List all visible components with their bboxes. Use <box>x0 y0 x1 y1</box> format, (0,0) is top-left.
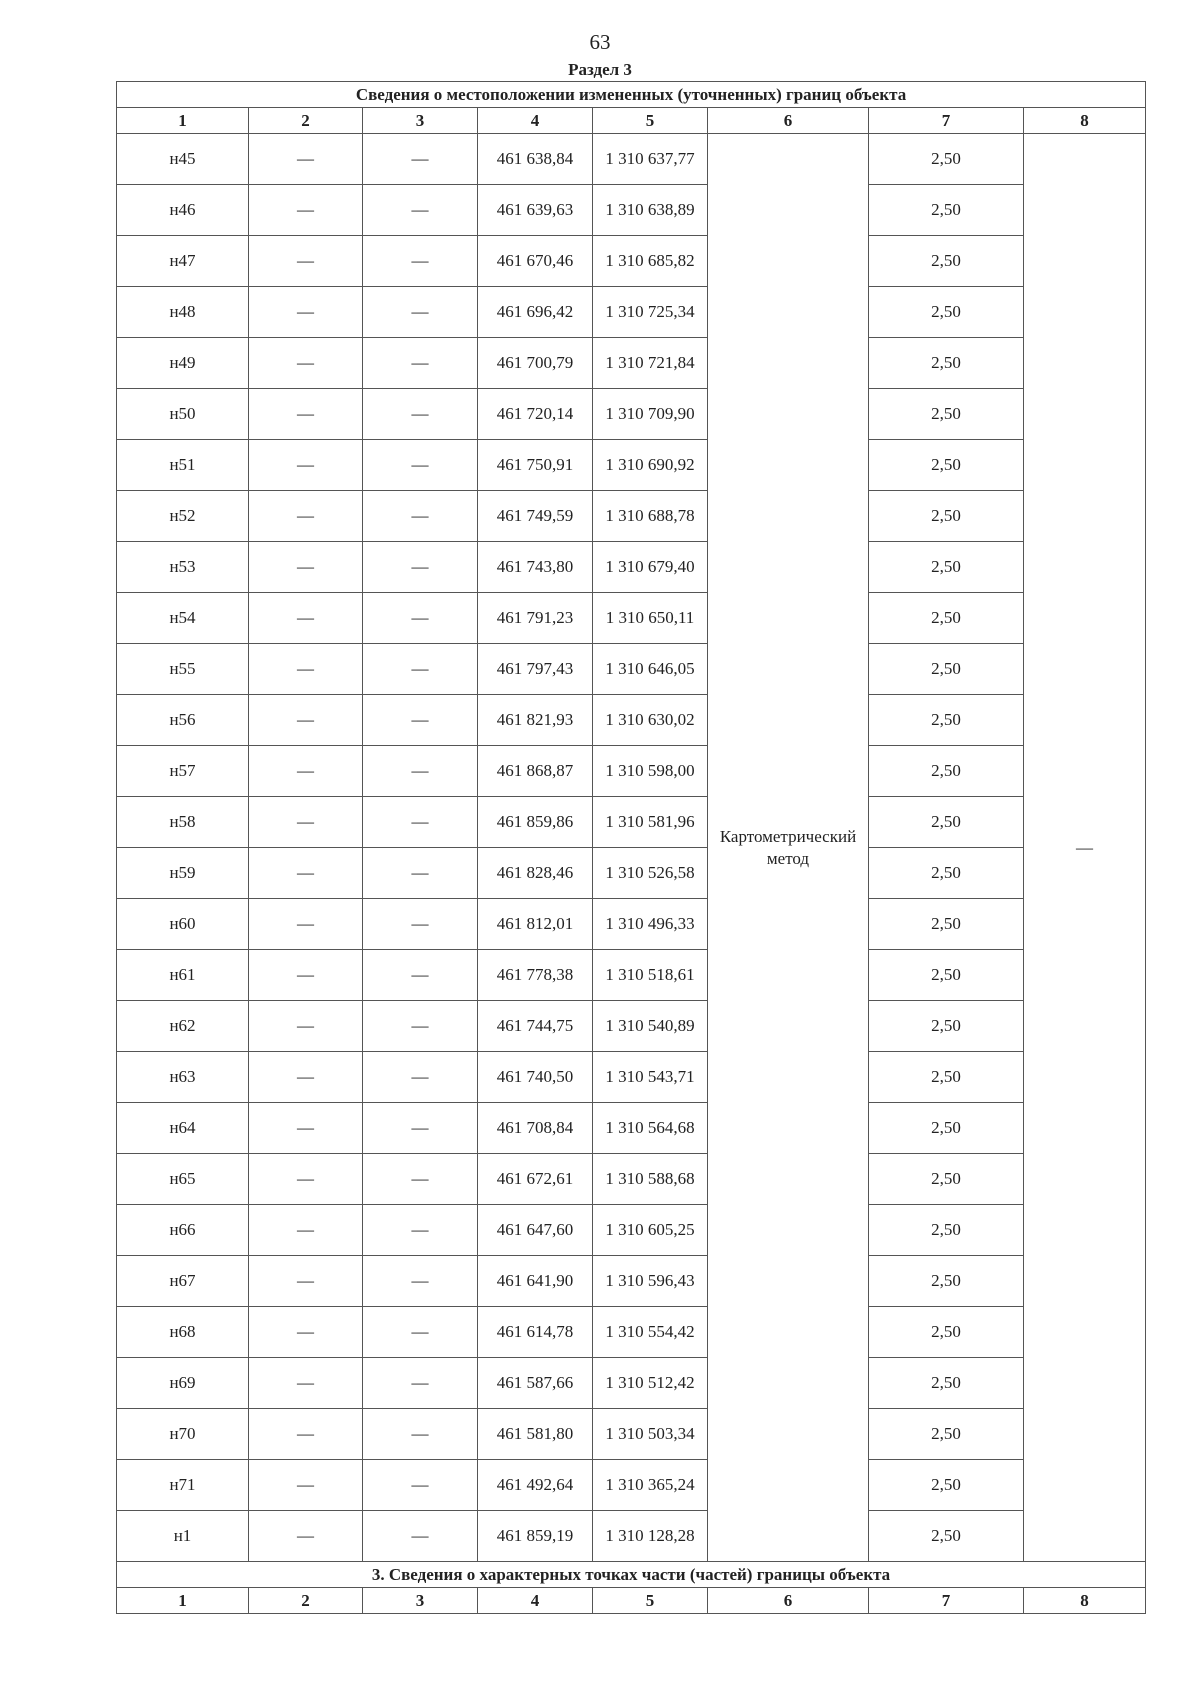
column2-cell: — <box>249 542 363 593</box>
accuracy-cell: 2,50 <box>869 848 1024 899</box>
x-coordinate-cell: 461 750,91 <box>478 440 593 491</box>
accuracy-cell: 2,50 <box>869 338 1024 389</box>
point-cell: н65 <box>117 1154 249 1205</box>
section3-title: 3. Сведения о характерных точках части (частей) границы объекта <box>117 1562 1146 1588</box>
point-cell: н52 <box>117 491 249 542</box>
y-coordinate-cell: 1 310 688,78 <box>593 491 708 542</box>
accuracy-cell: 2,50 <box>869 1256 1024 1307</box>
y-coordinate-cell: 1 310 690,92 <box>593 440 708 491</box>
column2-cell: — <box>249 1409 363 1460</box>
y-coordinate-cell: 1 310 596,43 <box>593 1256 708 1307</box>
column2-cell: — <box>249 185 363 236</box>
x-coordinate-cell: 461 638,84 <box>478 134 593 185</box>
x-coordinate-cell: 461 614,78 <box>478 1307 593 1358</box>
accuracy-cell: 2,50 <box>869 1358 1024 1409</box>
column-number: 4 <box>478 108 593 134</box>
point-cell: н47 <box>117 236 249 287</box>
table-row <box>117 1001 1146 1052</box>
y-coordinate-cell: 1 310 588,68 <box>593 1154 708 1205</box>
x-coordinate-cell: 461 743,80 <box>478 542 593 593</box>
section-label: Раздел 3 <box>568 60 632 79</box>
table-row <box>117 644 1146 695</box>
accuracy-cell: 2,50 <box>869 1511 1024 1562</box>
table-row <box>117 848 1146 899</box>
table-row <box>117 1154 1146 1205</box>
column2-cell: — <box>249 1205 363 1256</box>
column3-cell: — <box>363 1052 478 1103</box>
accuracy-cell: 2,50 <box>869 797 1024 848</box>
x-coordinate-cell: 461 778,38 <box>478 950 593 1001</box>
y-coordinate-cell: 1 310 638,89 <box>593 185 708 236</box>
column2-cell: — <box>249 695 363 746</box>
y-coordinate-cell: 1 310 503,34 <box>593 1409 708 1460</box>
accuracy-cell: 2,50 <box>869 287 1024 338</box>
column3-cell: — <box>363 848 478 899</box>
table-row <box>117 593 1146 644</box>
y-coordinate-cell: 1 310 581,96 <box>593 797 708 848</box>
y-coordinate-cell: 1 310 518,61 <box>593 950 708 1001</box>
column-number: 3 <box>363 1588 478 1614</box>
point-cell: н58 <box>117 797 249 848</box>
y-coordinate-cell: 1 310 709,90 <box>593 389 708 440</box>
y-coordinate-cell: 1 310 630,02 <box>593 695 708 746</box>
column2-cell: — <box>249 1307 363 1358</box>
column3-cell: — <box>363 1103 478 1154</box>
accuracy-cell: 2,50 <box>869 440 1024 491</box>
y-coordinate-cell: 1 310 646,05 <box>593 644 708 695</box>
table-row <box>117 1460 1146 1511</box>
column3-cell: — <box>363 185 478 236</box>
y-coordinate-cell: 1 310 721,84 <box>593 338 708 389</box>
point-cell: н60 <box>117 899 249 950</box>
column3-cell: — <box>363 644 478 695</box>
column3-cell: — <box>363 1409 478 1460</box>
accuracy-cell: 2,50 <box>869 746 1024 797</box>
column-number: 5 <box>593 108 708 134</box>
column3-cell: — <box>363 695 478 746</box>
column2-cell: — <box>249 1460 363 1511</box>
x-coordinate-cell: 461 821,93 <box>478 695 593 746</box>
x-coordinate-cell: 461 641,90 <box>478 1256 593 1307</box>
y-coordinate-cell: 1 310 526,58 <box>593 848 708 899</box>
column3-cell: — <box>363 1256 478 1307</box>
column2-cell: — <box>249 389 363 440</box>
y-coordinate-cell: 1 310 605,25 <box>593 1205 708 1256</box>
column3-cell: — <box>363 1511 478 1562</box>
column3-cell: — <box>363 950 478 1001</box>
y-coordinate-cell: 1 310 554,42 <box>593 1307 708 1358</box>
column2-cell: — <box>249 1052 363 1103</box>
table-row <box>117 287 1146 338</box>
column3-cell: — <box>363 491 478 542</box>
column-number: 8 <box>1024 1588 1146 1614</box>
y-coordinate-cell: 1 310 564,68 <box>593 1103 708 1154</box>
column3-cell: — <box>363 746 478 797</box>
y-coordinate-cell: 1 310 512,42 <box>593 1358 708 1409</box>
point-cell: н56 <box>117 695 249 746</box>
accuracy-cell: 2,50 <box>869 644 1024 695</box>
column3-cell: — <box>363 287 478 338</box>
accuracy-cell: 2,50 <box>869 134 1024 185</box>
accuracy-cell: 2,50 <box>869 491 1024 542</box>
point-cell: н64 <box>117 1103 249 1154</box>
point-cell: н50 <box>117 389 249 440</box>
y-coordinate-cell: 1 310 365,24 <box>593 1460 708 1511</box>
table-row <box>117 1052 1146 1103</box>
column2-cell: — <box>249 644 363 695</box>
x-coordinate-cell: 461 670,46 <box>478 236 593 287</box>
point-cell: н57 <box>117 746 249 797</box>
column-number: 7 <box>869 1588 1024 1614</box>
point-cell: н61 <box>117 950 249 1001</box>
table-row <box>117 440 1146 491</box>
accuracy-cell: 2,50 <box>869 593 1024 644</box>
point-cell: н1 <box>117 1511 249 1562</box>
table-row <box>117 338 1146 389</box>
point-cell: н67 <box>117 1256 249 1307</box>
table-row <box>117 542 1146 593</box>
column-number: 1 <box>117 1588 249 1614</box>
column3-cell: — <box>363 440 478 491</box>
point-cell: н66 <box>117 1205 249 1256</box>
point-cell: н59 <box>117 848 249 899</box>
point-cell: н49 <box>117 338 249 389</box>
y-coordinate-cell: 1 310 637,77 <box>593 134 708 185</box>
x-coordinate-cell: 461 791,23 <box>478 593 593 644</box>
column-number: 6 <box>708 1588 869 1614</box>
point-cell: н70 <box>117 1409 249 1460</box>
point-cell: н48 <box>117 287 249 338</box>
table-row <box>117 1205 1146 1256</box>
accuracy-cell: 2,50 <box>869 1154 1024 1205</box>
column2-cell: — <box>249 287 363 338</box>
column2-cell: — <box>249 1511 363 1562</box>
accuracy-cell: 2,50 <box>869 185 1024 236</box>
point-cell: н68 <box>117 1307 249 1358</box>
column3-cell: — <box>363 134 478 185</box>
table-row <box>117 236 1146 287</box>
accuracy-cell: 2,50 <box>869 1307 1024 1358</box>
column-number: 4 <box>478 1588 593 1614</box>
column-number: 3 <box>363 108 478 134</box>
x-coordinate-cell: 461 812,01 <box>478 899 593 950</box>
column2-cell: — <box>249 338 363 389</box>
column-number: 1 <box>117 108 249 134</box>
column3-cell: — <box>363 389 478 440</box>
point-cell: н53 <box>117 542 249 593</box>
accuracy-cell: 2,50 <box>869 899 1024 950</box>
x-coordinate-cell: 461 581,80 <box>478 1409 593 1460</box>
point-cell: н62 <box>117 1001 249 1052</box>
column2-cell: — <box>249 593 363 644</box>
point-cell: н54 <box>117 593 249 644</box>
point-cell: н51 <box>117 440 249 491</box>
x-coordinate-cell: 461 868,87 <box>478 746 593 797</box>
point-cell: н63 <box>117 1052 249 1103</box>
coordinates-table <box>116 81 1146 1614</box>
table-row <box>117 1358 1146 1409</box>
x-coordinate-cell: 461 859,19 <box>478 1511 593 1562</box>
method-cell: Картометрический метод <box>708 134 869 1562</box>
accuracy-cell: 2,50 <box>869 1103 1024 1154</box>
column2-cell: — <box>249 1256 363 1307</box>
x-coordinate-cell: 461 587,66 <box>478 1358 593 1409</box>
column2-cell: — <box>249 440 363 491</box>
section3-title-row <box>117 1562 1146 1588</box>
table-row <box>117 746 1146 797</box>
column3-cell: — <box>363 899 478 950</box>
y-coordinate-cell: 1 310 496,33 <box>593 899 708 950</box>
column3-cell: — <box>363 542 478 593</box>
y-coordinate-cell: 1 310 128,28 <box>593 1511 708 1562</box>
y-coordinate-cell: 1 310 679,40 <box>593 542 708 593</box>
column3-cell: — <box>363 1358 478 1409</box>
column-number: 2 <box>249 1588 363 1614</box>
x-coordinate-cell: 461 749,59 <box>478 491 593 542</box>
column3-cell: — <box>363 338 478 389</box>
column3-cell: — <box>363 797 478 848</box>
y-coordinate-cell: 1 310 540,89 <box>593 1001 708 1052</box>
table-row <box>117 1409 1146 1460</box>
accuracy-cell: 2,50 <box>869 389 1024 440</box>
column-number: 2 <box>249 108 363 134</box>
column2-cell: — <box>249 746 363 797</box>
column3-cell: — <box>363 1307 478 1358</box>
column2-cell: — <box>249 1358 363 1409</box>
table-row <box>117 491 1146 542</box>
table-row <box>117 899 1146 950</box>
column3-cell: — <box>363 1001 478 1052</box>
table-row <box>117 1511 1146 1562</box>
column8-cell: — <box>1024 134 1146 1562</box>
column-number: 7 <box>869 108 1024 134</box>
accuracy-cell: 2,50 <box>869 695 1024 746</box>
table-row <box>117 1103 1146 1154</box>
column2-cell: — <box>249 848 363 899</box>
x-coordinate-cell: 461 797,43 <box>478 644 593 695</box>
point-cell: н71 <box>117 1460 249 1511</box>
accuracy-cell: 2,50 <box>869 1052 1024 1103</box>
x-coordinate-cell: 461 647,60 <box>478 1205 593 1256</box>
table-row <box>117 1256 1146 1307</box>
section3-column-number-row <box>117 1588 1146 1614</box>
column3-cell: — <box>363 1205 478 1256</box>
x-coordinate-cell: 461 700,79 <box>478 338 593 389</box>
table-row <box>117 134 1146 185</box>
y-coordinate-cell: 1 310 725,34 <box>593 287 708 338</box>
accuracy-cell: 2,50 <box>869 1205 1024 1256</box>
column-number: 5 <box>593 1588 708 1614</box>
y-coordinate-cell: 1 310 598,00 <box>593 746 708 797</box>
y-coordinate-cell: 1 310 685,82 <box>593 236 708 287</box>
x-coordinate-cell: 461 744,75 <box>478 1001 593 1052</box>
point-cell: н46 <box>117 185 249 236</box>
table-title-row <box>117 82 1146 108</box>
column3-cell: — <box>363 1460 478 1511</box>
x-coordinate-cell: 461 859,86 <box>478 797 593 848</box>
x-coordinate-cell: 461 672,61 <box>478 1154 593 1205</box>
accuracy-cell: 2,50 <box>869 236 1024 287</box>
table-row <box>117 389 1146 440</box>
page-number: 63 <box>589 30 611 54</box>
x-coordinate-cell: 461 720,14 <box>478 389 593 440</box>
accuracy-cell: 2,50 <box>869 1001 1024 1052</box>
point-cell: н45 <box>117 134 249 185</box>
table-title: Сведения о местоположении измененных (уточненных) границ объекта <box>117 82 1146 108</box>
table-row <box>117 1307 1146 1358</box>
table-row <box>117 950 1146 1001</box>
column2-cell: — <box>249 491 363 542</box>
column2-cell: — <box>249 950 363 1001</box>
column3-cell: — <box>363 236 478 287</box>
y-coordinate-cell: 1 310 543,71 <box>593 1052 708 1103</box>
x-coordinate-cell: 461 696,42 <box>478 287 593 338</box>
y-coordinate-cell: 1 310 650,11 <box>593 593 708 644</box>
accuracy-cell: 2,50 <box>869 542 1024 593</box>
column3-cell: — <box>363 1154 478 1205</box>
column-number: 8 <box>1024 108 1146 134</box>
accuracy-cell: 2,50 <box>869 950 1024 1001</box>
x-coordinate-cell: 461 492,64 <box>478 1460 593 1511</box>
column2-cell: — <box>249 1103 363 1154</box>
x-coordinate-cell: 461 639,63 <box>478 185 593 236</box>
column-number: 6 <box>708 108 869 134</box>
x-coordinate-cell: 461 828,46 <box>478 848 593 899</box>
table-row <box>117 185 1146 236</box>
column2-cell: — <box>249 134 363 185</box>
x-coordinate-cell: 461 708,84 <box>478 1103 593 1154</box>
x-coordinate-cell: 461 740,50 <box>478 1052 593 1103</box>
accuracy-cell: 2,50 <box>869 1460 1024 1511</box>
accuracy-cell: 2,50 <box>869 1409 1024 1460</box>
column-number-row <box>117 108 1146 134</box>
column2-cell: — <box>249 1001 363 1052</box>
column2-cell: — <box>249 797 363 848</box>
column2-cell: — <box>249 1154 363 1205</box>
point-cell: н69 <box>117 1358 249 1409</box>
table-row <box>117 695 1146 746</box>
column2-cell: — <box>249 899 363 950</box>
table-row <box>117 797 1146 848</box>
point-cell: н55 <box>117 644 249 695</box>
column2-cell: — <box>249 236 363 287</box>
column3-cell: — <box>363 593 478 644</box>
